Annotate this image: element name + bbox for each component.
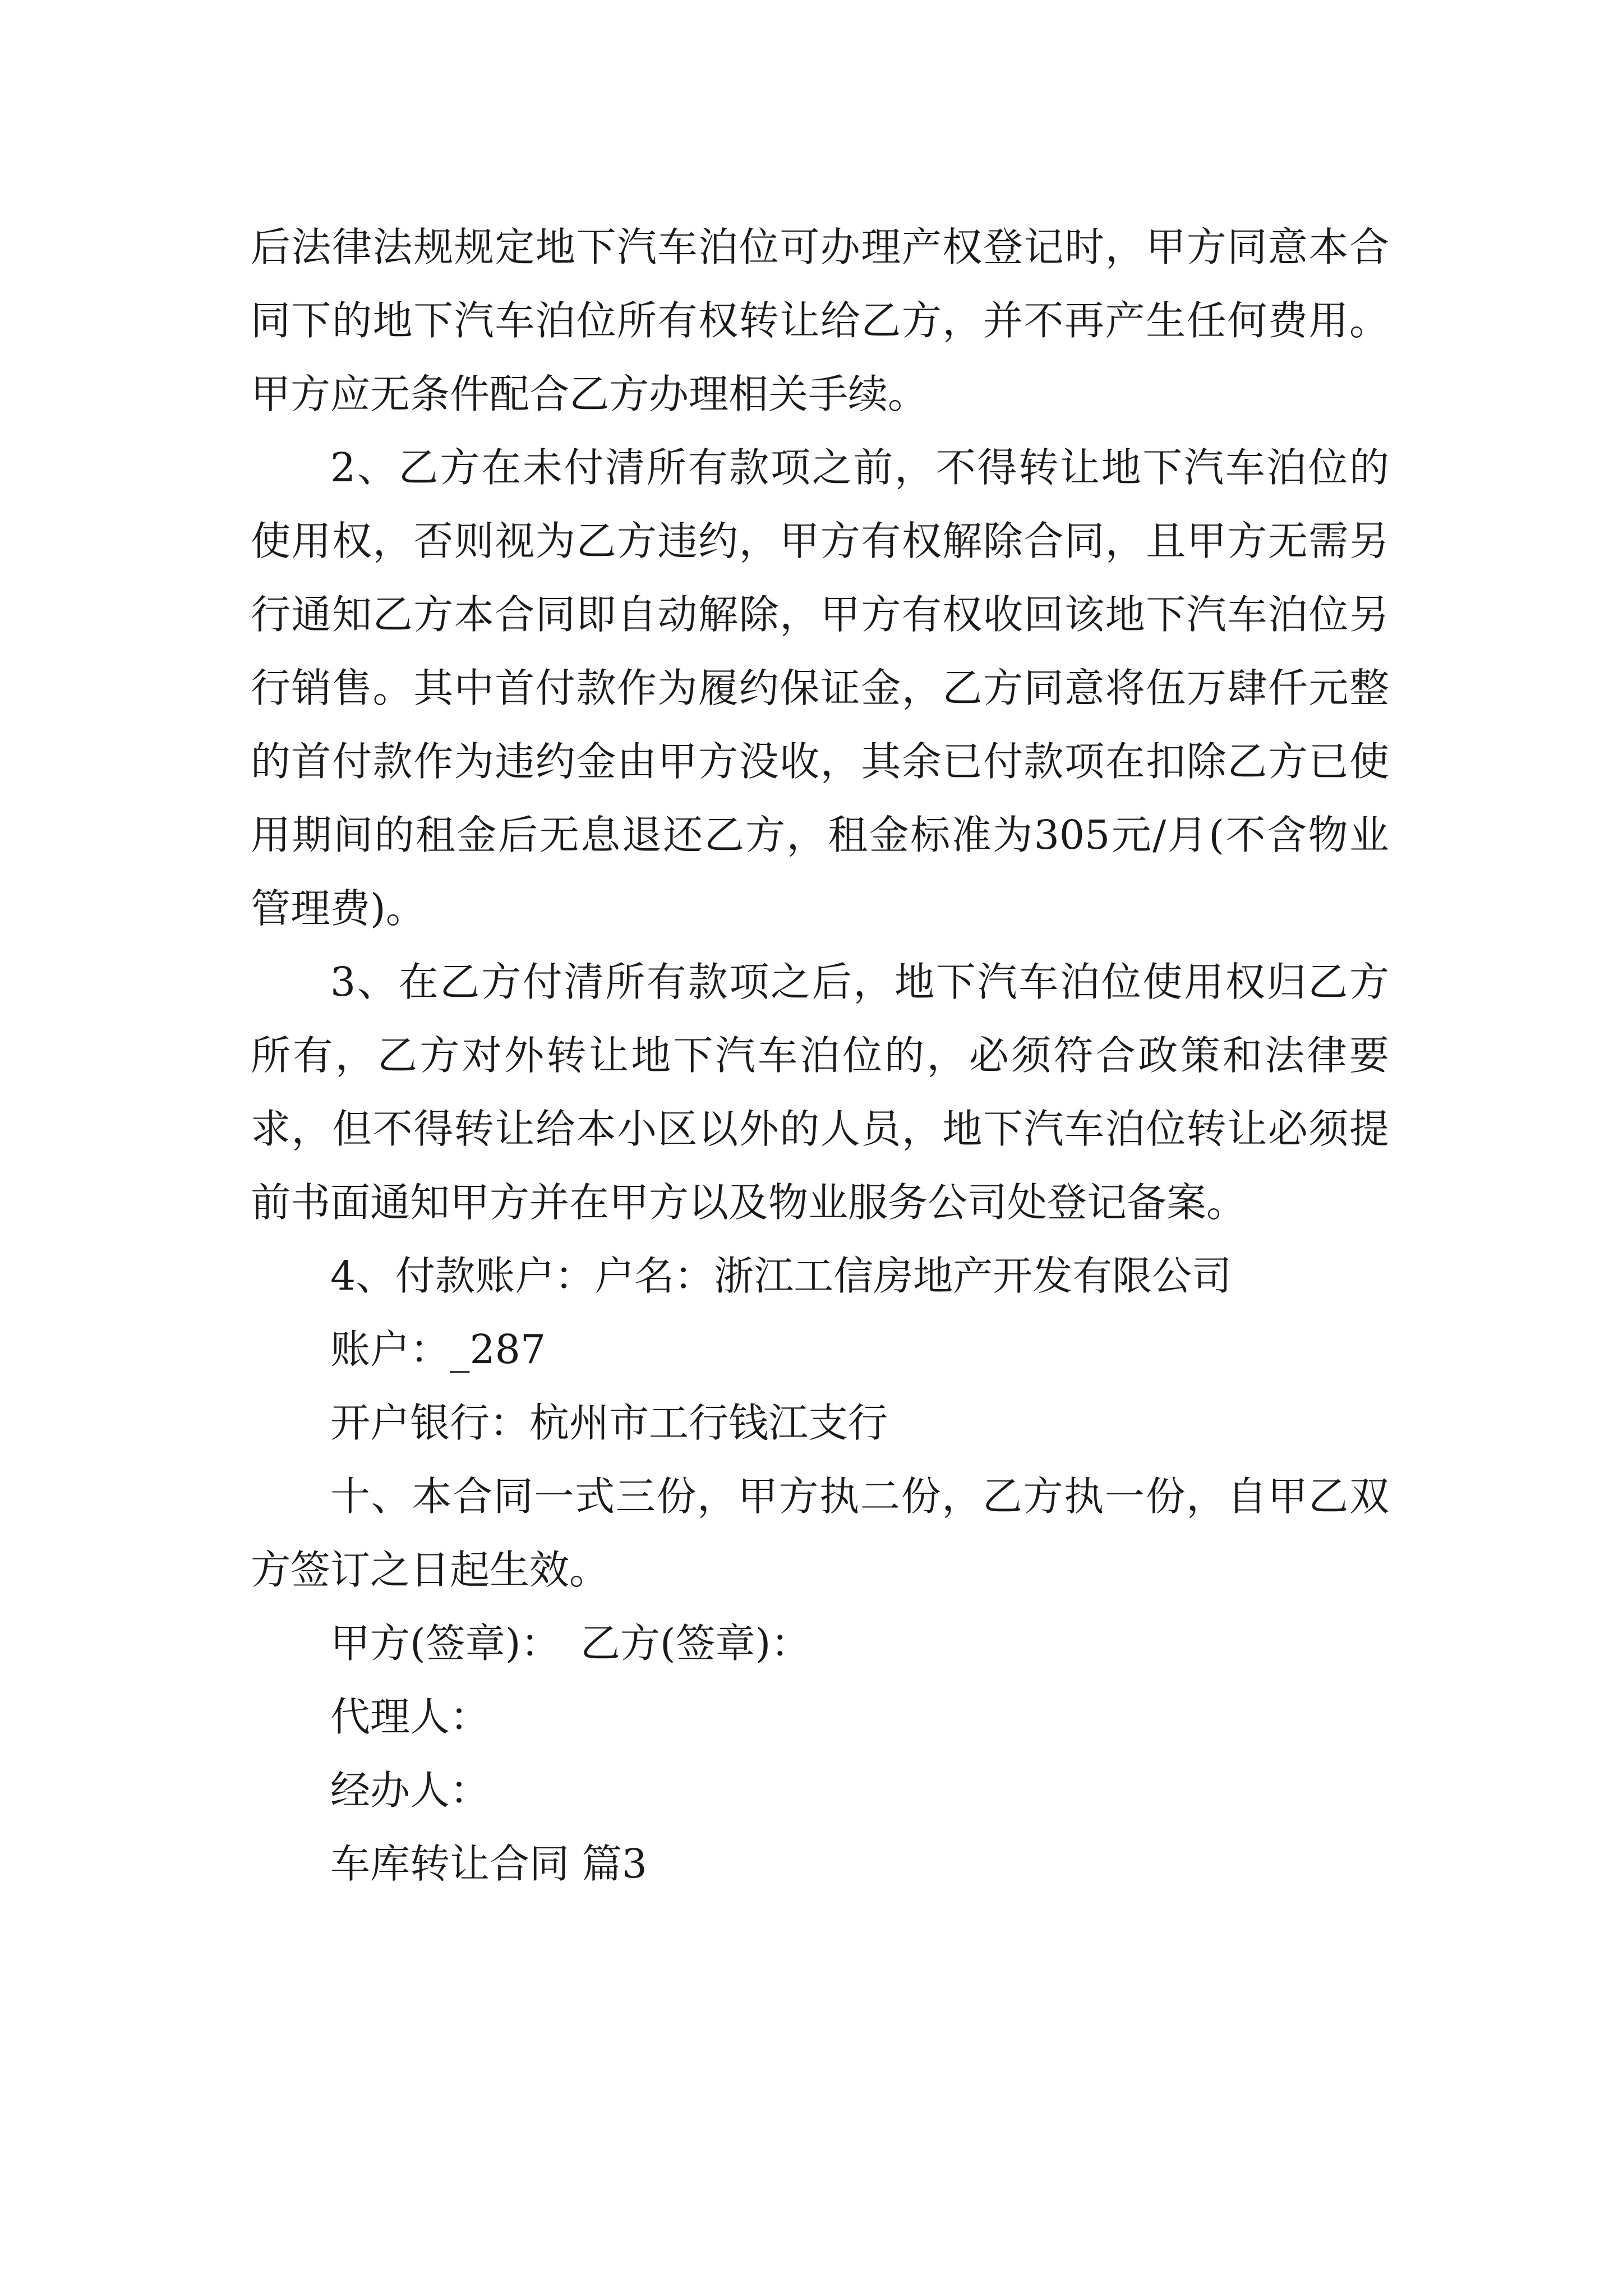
paragraph-bank: 开户银行：杭州市工行钱江支行 xyxy=(330,1400,888,1446)
signature-line-parties: 甲方(签章)： 乙方(签章)： xyxy=(330,1620,811,1667)
paragraph-clause-3: 3、在乙方付清所有款项之后，地下汽车泊位使用权归乙方所有，乙方对外转让地下汽车泊位的，必须符合政策和法律要求，但不得转让给本小区以外的人员，地下汽车泊位转让必须提前书面通知甲方并在甲方以及物业服务公司处登记备案。 xyxy=(251,959,1389,1226)
paragraph-payment-account: 4、付款账户：户名：浙江工信房地产开发有限公司 xyxy=(330,1253,1232,1299)
signature-line-agent: 代理人： xyxy=(330,1694,490,1740)
signature-line-handler: 经办人： xyxy=(330,1767,490,1814)
document-body xyxy=(251,210,1389,1901)
paragraph-clause-10: 十、本合同一式三份，甲方执二份，乙方执一份，自甲乙双方签订之日起生效。 xyxy=(251,1473,1389,1593)
paragraph-clause-2: 2、乙方在未付清所有款项之前，不得转让地下汽车泊位的使用权，否则视为乙方违约，甲方有权解除合同，且甲方无需另行通知乙方本合同即自动解除，甲方有权收回该地下汽车泊位另行销售。其中首付款作为履约保证金，乙方同意将伍万肆仟元整的首付款作为违约金由甲方没收，其余已付款项在扣除乙方已使用期间的租金后无息退还乙方，租金标准为305元/月(不含物业管理费)。 xyxy=(251,444,1389,932)
section-heading: 车库转让合同 篇3 xyxy=(330,1841,647,1887)
paragraph-ownership-transfer: 后法律法规规定地下汽车泊位可办理产权登记时，甲方同意本合同下的地下汽车泊位所有权转让给乙方，并不再产生任何费用。甲方应无条件配合乙方办理相关手续。 xyxy=(251,224,1389,417)
paragraph-account-number: 账户：_287 xyxy=(330,1326,546,1373)
